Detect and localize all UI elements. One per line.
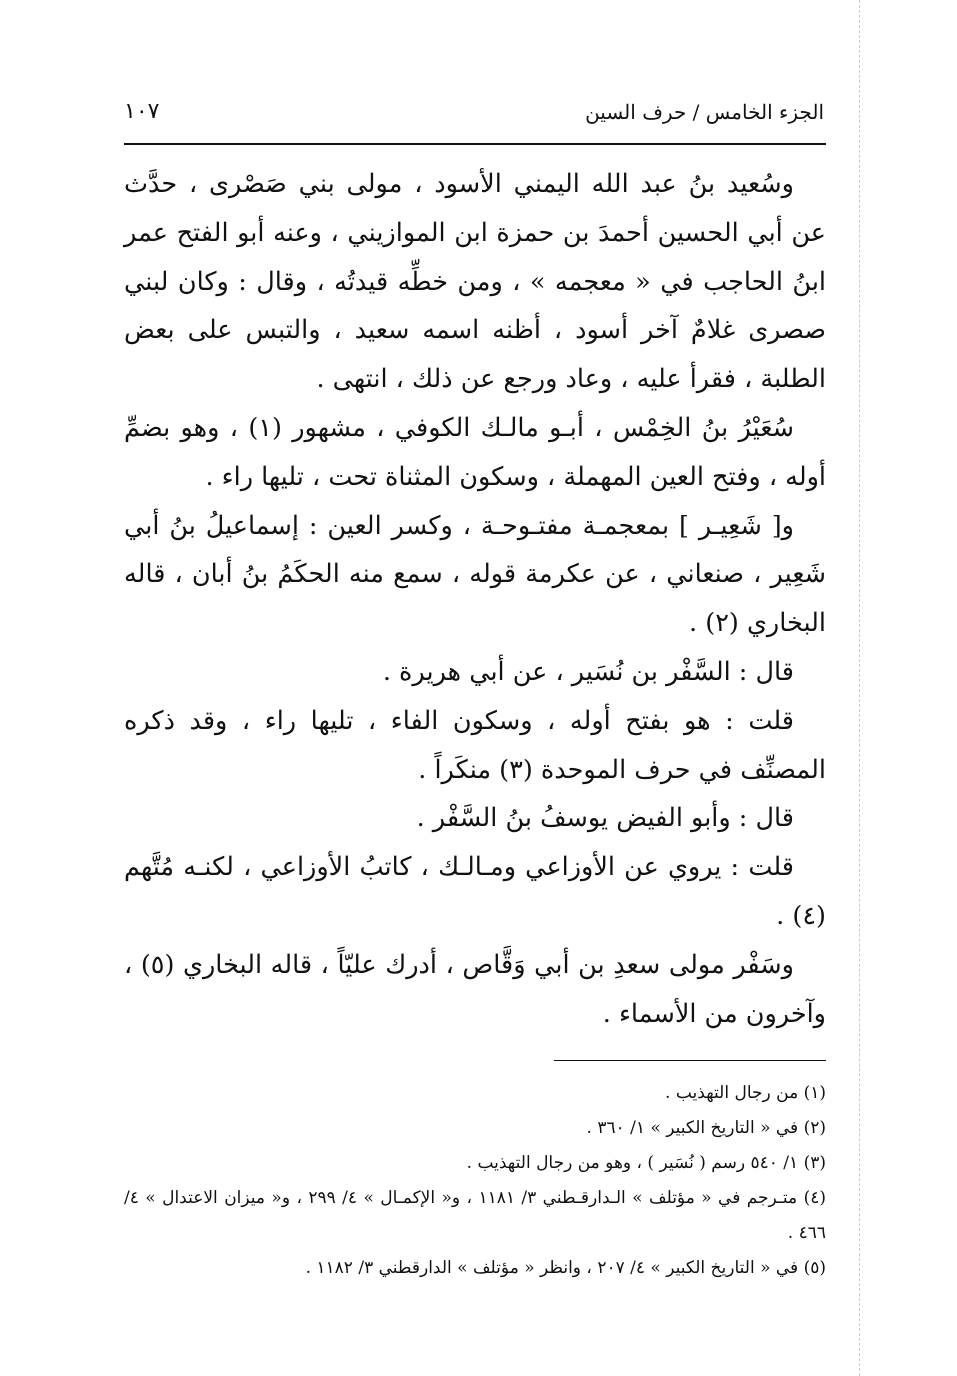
entry-paragraph: سُعَيْرُ بنُ الخِمْس ، أبـو مالـك الكوفي ، مشهور (١) ، وهو بضمِّ أوله ، وفتح العين المهملة ، وسكون المثناة تحت ، تليها راء . xyxy=(124,412,826,492)
footnote: (٤) متـرجم في « مؤتلف » الـدارقـطني ٣/ ١١٨١ ، و« الإكمـال » ٤/ ٢٩٩ ، و« ميزان الاعتدال » ٤/ ٤٦٦ . xyxy=(124,1188,826,1243)
page-number: ١٠٧ xyxy=(124,99,160,124)
scan-fold-line xyxy=(859,0,860,1376)
entry-paragraph: و[ شَعِيـر ] بمعجمـة مفتـوحـة ، وكسر العين : إسماعيلُ بنُ أبي شَعِير ، صنعاني ، عن عكرمة قوله ، سمع منه الحكَمُ بنُ أبان ، قاله البخاري (٢) . xyxy=(124,510,826,639)
entry-paragraph: وسَفْر مولى سعدِ بن أبي وَقَّاص ، أدرك عليّاً ، قاله البخاري (٥) ، وآخرون من الأسماء . xyxy=(124,949,826,1029)
main-text xyxy=(124,160,826,1038)
footnote-divider xyxy=(554,1060,826,1061)
entry-paragraph: قال : وأبو الفيض يوسفُ بنُ السَّفْر . xyxy=(416,803,794,834)
footnote: (٥) في « التاريخ الكبير » ٤/ ٢٠٧ ، وانظر « مؤتلف » الدارقطني ٣/ ١١٨٢ . xyxy=(305,1258,826,1278)
entry-paragraph: قلت : هو بفتح أوله ، وسكون الفاء ، تليها راء ، وقد ذكره المصنِّف في حرف الموحدة (٣) منكَراً . xyxy=(124,705,826,785)
footnote: (٣) ١/ ٥٤٠ رسم ( نُسَير ) ، وهو من رجال التهذيب . xyxy=(466,1153,826,1173)
entry-paragraph: قلت : يروي عن الأوزاعي ومـالـك ، كاتبُ الأوزاعي ، لكنـه مُتَّهم (٤) . xyxy=(124,852,826,931)
footnote: (١) من رجال التهذيب . xyxy=(665,1083,826,1103)
running-title: الجزء الخامس / حرف السين xyxy=(585,100,824,124)
footnotes xyxy=(124,1076,826,1286)
footnote: (٢) في « التاريخ الكبير » ١/ ٣٦٠ . xyxy=(586,1118,826,1138)
header-divider xyxy=(124,143,826,145)
page-header xyxy=(124,94,824,130)
entry-paragraph: وسُعيد بنُ عبد الله اليمني الأسود ، مولى بني صَصْرى ، حدَّث عن أبي الحسين أحمدَ بن حمزة ابن الموازيني ، وعنه أبو الفتح عمر ابنُ الحاجب في « معجمه » ، ومن خطِّه قيدتُه ، وقال : وكان لبني صصرى غلامٌ آخر أسود ، أظنه اسمه سعيد ، والتبس على بعض الطلبة ، فقرأ عليه ، وعاد ورجع عن ذلك ، انتهى . xyxy=(124,169,826,395)
entry-paragraph: قال : السَّفْر بن نُسَير ، عن أبي هريرة . xyxy=(382,656,794,687)
